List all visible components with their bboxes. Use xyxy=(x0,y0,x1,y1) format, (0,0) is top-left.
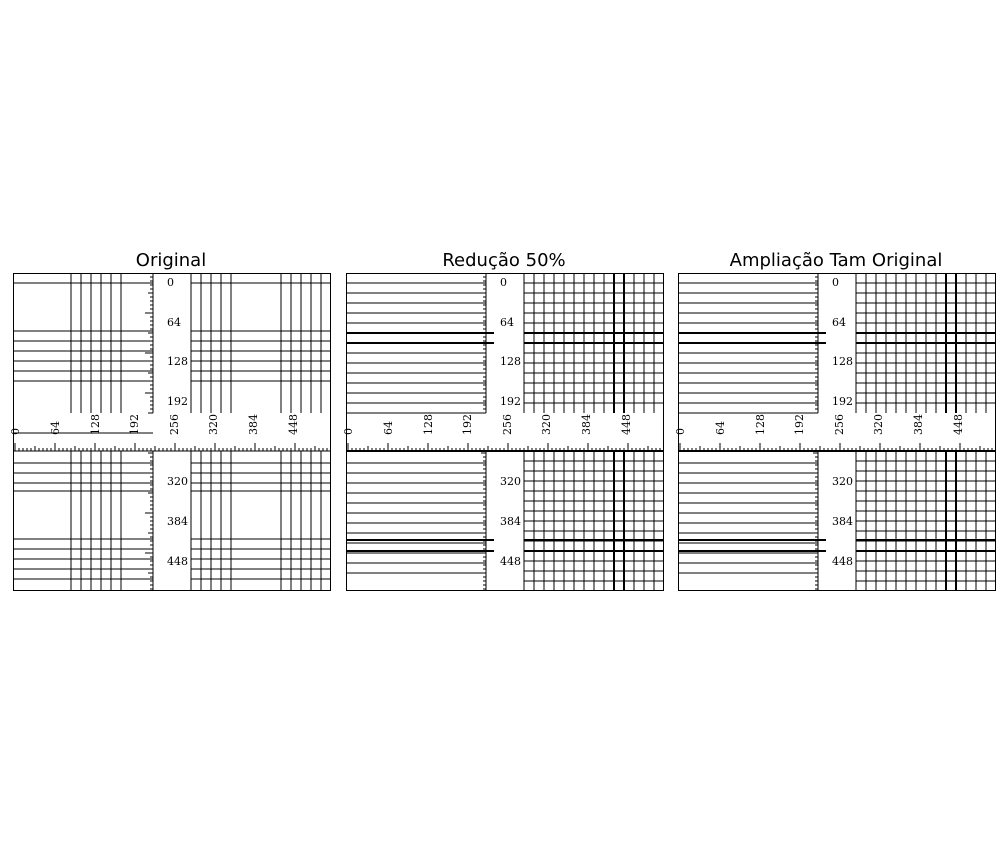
horizontal-ruler-label: 320 xyxy=(872,414,885,435)
horizontal-ruler-label: 128 xyxy=(422,414,435,435)
vertical-ruler-label: 128 xyxy=(832,355,853,368)
vertical-ruler-label: 384 xyxy=(167,515,188,528)
horizontal-ruler-label: 256 xyxy=(168,414,181,435)
panel-image-enlarged xyxy=(674,273,996,591)
vertical-ruler-label: 320 xyxy=(832,475,853,488)
vertical-ruler-label: 320 xyxy=(500,475,521,488)
vertical-ruler-label: 128 xyxy=(500,355,521,368)
panel-title-enlarged: Ampliação Tam Original xyxy=(729,250,943,271)
horizontal-ruler-label: 448 xyxy=(952,414,965,435)
horizontal-ruler-label: 448 xyxy=(620,414,633,435)
horizontal-ruler-label: 0 xyxy=(9,428,22,435)
vertical-ruler-label: 128 xyxy=(167,355,188,368)
horizontal-ruler-label: 192 xyxy=(793,414,806,435)
horizontal-ruler-label: 384 xyxy=(912,414,925,435)
horizontal-ruler-label: 448 xyxy=(287,414,300,435)
vertical-ruler-label: 64 xyxy=(832,316,846,329)
vertical-ruler-label: 192 xyxy=(167,395,188,408)
panel-image-original xyxy=(9,273,331,591)
horizontal-ruler-label: 256 xyxy=(833,414,846,435)
vertical-ruler-label: 448 xyxy=(832,555,853,568)
horizontal-ruler-label: 128 xyxy=(754,414,767,435)
vertical-ruler-label: 384 xyxy=(832,515,853,528)
horizontal-ruler-label: 320 xyxy=(540,414,553,435)
panel-title-original: Original xyxy=(135,250,207,271)
horizontal-ruler-label: 128 xyxy=(89,414,102,435)
horizontal-ruler-label: 384 xyxy=(580,414,593,435)
panel-title-reduction: Redução 50% xyxy=(442,250,566,271)
horizontal-ruler-label: 64 xyxy=(382,421,395,435)
vertical-ruler-label: 448 xyxy=(500,555,521,568)
horizontal-ruler-label: 64 xyxy=(714,421,727,435)
horizontal-ruler-label: 0 xyxy=(674,428,687,435)
horizontal-ruler-label: 192 xyxy=(128,414,141,435)
horizontal-ruler-label: 320 xyxy=(207,414,220,435)
vertical-ruler-label: 0 xyxy=(167,276,174,289)
horizontal-ruler-label: 192 xyxy=(461,414,474,435)
horizontal-ruler-label: 0 xyxy=(342,428,355,435)
horizontal-ruler-label: 384 xyxy=(247,414,260,435)
vertical-ruler-label: 192 xyxy=(500,395,521,408)
vertical-ruler-label: 64 xyxy=(167,316,181,329)
vertical-ruler-label: 384 xyxy=(500,515,521,528)
vertical-ruler-label: 320 xyxy=(167,475,188,488)
vertical-ruler-label: 0 xyxy=(832,276,839,289)
vertical-ruler-label: 448 xyxy=(167,555,188,568)
vertical-ruler-label: 192 xyxy=(832,395,853,408)
vertical-ruler-label: 0 xyxy=(500,276,507,289)
horizontal-ruler-label: 64 xyxy=(49,421,62,435)
vertical-ruler-label: 64 xyxy=(500,316,514,329)
horizontal-ruler-label: 256 xyxy=(501,414,514,435)
panel-image-reduction xyxy=(342,273,664,591)
